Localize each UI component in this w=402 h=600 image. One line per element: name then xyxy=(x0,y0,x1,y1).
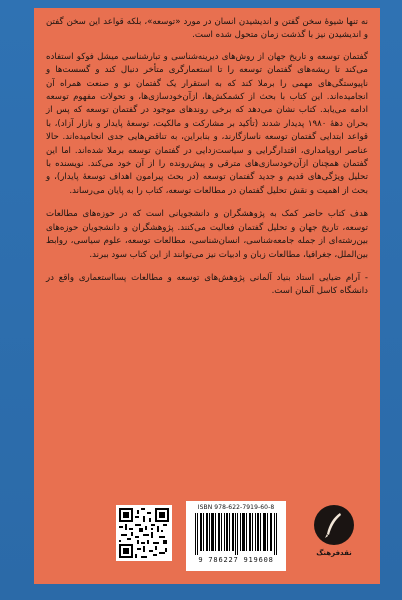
qr-code xyxy=(116,505,172,561)
blurb xyxy=(46,16,368,307)
barcode xyxy=(186,501,286,571)
qr-code-icon xyxy=(119,508,169,558)
quill-icon xyxy=(314,505,354,545)
text-panel xyxy=(34,8,380,584)
barcode-bars xyxy=(193,513,279,555)
publisher-logo xyxy=(308,505,360,569)
blurb-paragraph: نه تنها شیوهٔ سخن گفتن و اندیشیدن انسان در مورد «توسعه»، بلکه قواعد این سخن گفتن و اندیشیدن نیز با گذشت زمان متحول شده است. xyxy=(46,17,368,41)
isbn-label: ISBN 978-622-7919-60-8 xyxy=(197,504,275,511)
cover-footer xyxy=(46,495,368,583)
ean-digits: 9 786227 919608 xyxy=(198,556,274,564)
publisher-name: نقدفرهنگ xyxy=(316,549,352,557)
blurb-paragraph: هدف کتاب حاضر کمک به پژوهشگران و دانشجویانی است که در حوزه‌های مطالعات توسعه، تاریخ جهان و تحلیل گفتمان فعالیت می‌کنند. پژوهشگران و دانشجویان حوزه‌های بین‌رشته‌ای از جمله جامعه‌شناسی، انسان‌شناسی، مطالعات توسعه، علوم سیاسی، روابط بین‌الملل، جغرافیا، مطالعات زبان و ادبیات نیز می‌توانند از این کتاب سود ببرند. xyxy=(46,209,368,260)
blurb-paragraph: گفتمان توسعه و تاریخ جهان از روش‌های دیرینه‌شناسی و تبارشناسی میشل فوکو استفاده می‌کند تا ریشه‌های گفتمان توسعه را تا استعمارگری متأخر دنبال کند و گسست‌ها و ناپیوستگی‌های مهمی را برملا کند که به استقرار یک گفتمان نو و صنعت همراه آن انجامیده‌اند. این کتاب با بحث از کشمکش‌ها، ازآن‌خودسازی‌ها، و تحولات مفهوم توسعه ادامه می‌یابد. کتاب نشان می‌دهد که برخی روندهای موجود در گفتمان توسعه که پس از بحران دههٔ ۱۹۸۰ پدیدار شدند (تأکید بر مشارکت و مالکیت، توسعهٔ پایدار و بازار آزاد)، با قواعد ابتدایی گفتمان توسعه ناسازگارند، و بنابراین، به تناقض‌هایی جدی انجامیده‌اند. حالا عناصر اروپامداری، اقتدارگرایی و سیاست‌زدایی در گفتمان توسعه برملا شده‌اند. اما این گفتمان همچنان ازآن‌خودسازی‌های مترقی و پیش‌رونده را از آن خود می‌کند. نویسنده با تحلیل ویژگی‌های قدیم و جدید گفتمان توسعه (در بحث پیرامون اهداف توسعهٔ پایدار)، و بحث از اهمیت و نقش تحلیل گفتمان در مطالعات توسعه، کتاب را به پایان می‌رساند. xyxy=(46,51,368,196)
author-bio: - آرام ضیایی استاد بنیاد آلمانی پژوهش‌های توسعه و مطالعات پسااستعماری واقع در دانشگاه کاسل آلمان است. xyxy=(46,272,368,297)
